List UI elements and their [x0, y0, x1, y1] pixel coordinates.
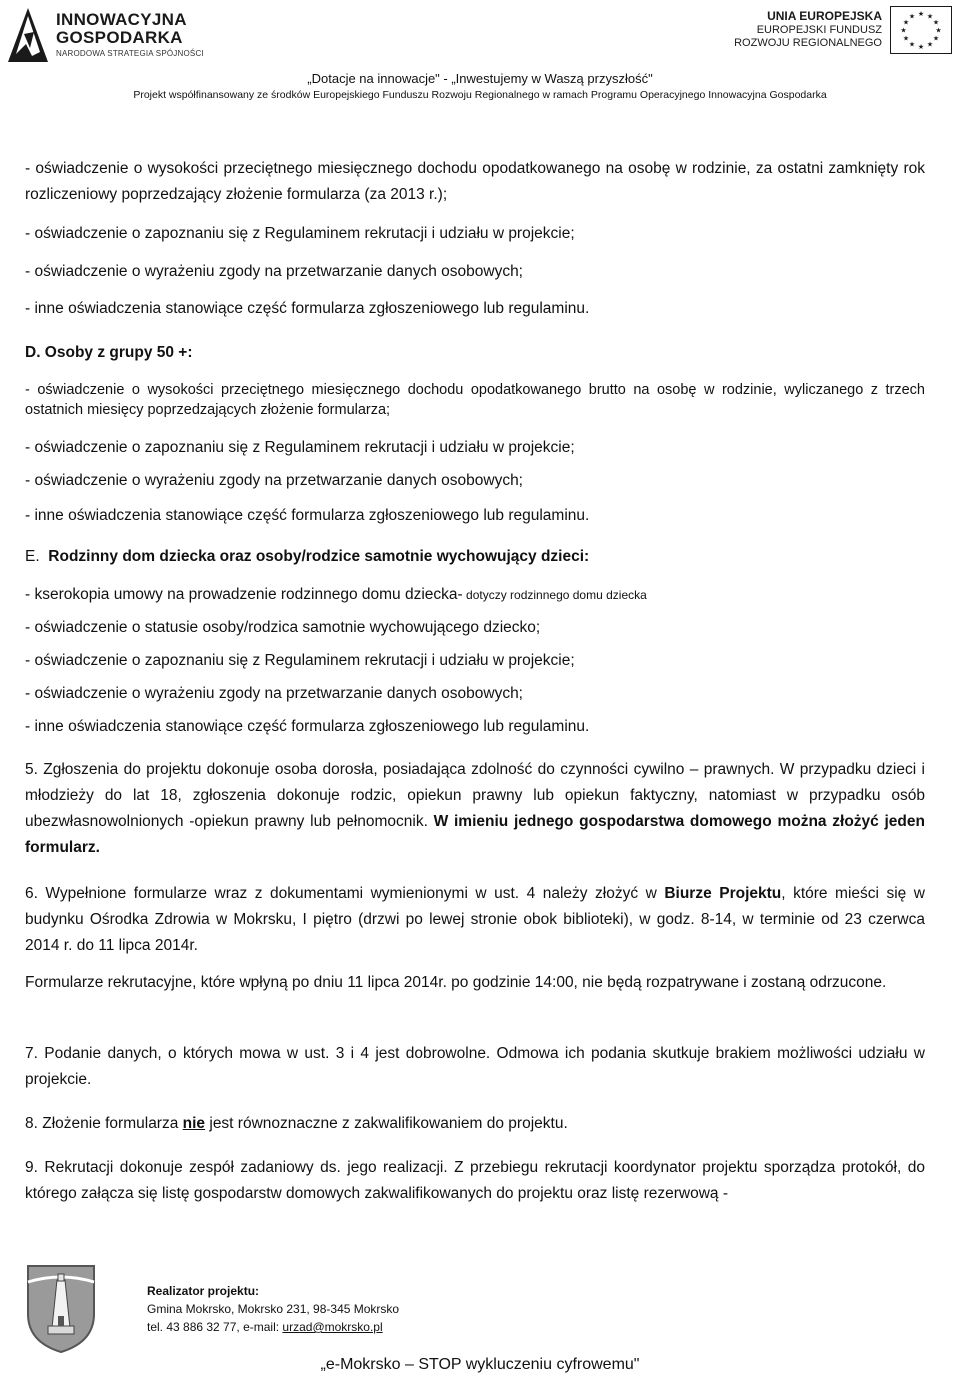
- footer-realizator: [147, 1282, 399, 1336]
- svg-text:★: ★: [926, 12, 934, 21]
- header-slogan: „Dotacje na innowacje" - „Inwestujemy w Waszą przyszłość": [307, 71, 653, 86]
- eu-flag-icon: [890, 6, 952, 54]
- section-d-heading: [25, 340, 925, 366]
- coat-of-arms-icon: [24, 1262, 98, 1354]
- c-item-data-consent: - oświadczenie o wyrażeniu zgody na przetwarzanie danych osobowych;: [25, 263, 523, 280]
- paragraph-8-underlined: nie: [182, 1115, 206, 1132]
- header-project-note: Projekt współfinansowany ze środków Europejskiego Funduszu Rozwoju Regionalnego w ramach Programu Operacyjnego Innowacyjna Gospodarka: [133, 89, 827, 101]
- ue-logo-line1: UNIA EUROPEJSKA: [767, 9, 882, 24]
- paragraph-8-text-b: jest równoznaczne z zakwalifikowaniem do projektu.: [205, 1115, 568, 1132]
- ig-logo-line1: INNOWACYJNA: [56, 9, 187, 29]
- e-item-contract-copy: [25, 582, 925, 608]
- paragraph-6-text-b: , które mieści się w budynku Ośrodka Zdrowia w Mokrsku, I piętro (drzwi po lewej stronie obok biblioteki), w godz. 8-14, w terminie od 23 czerwca 2014 r. do 11 lipca 2014r.: [25, 885, 925, 954]
- ig-logo-line2: GOSPODARKA: [56, 27, 183, 47]
- section-d-heading-text: D. Osoby z grupy 50 +:: [25, 344, 193, 361]
- paragraph-6-text-a: 6. Wypełnione formularze wraz z dokumentami wymienionymi w ust. 4 należy złożyć w: [25, 885, 665, 902]
- paragraph-late-forms: Formularze rekrutacyjne, które wpłyną po dniu 11 lipca 2014r. po godzinie 14:00, nie będą rozpatrywane i zostaną odrzucone.: [25, 974, 887, 991]
- svg-text:★: ★: [908, 12, 916, 21]
- e-item-regulations: - oświadczenie o zapoznaniu się z Regulaminem rekrutacji i udziału w projekcie;: [25, 652, 575, 669]
- innowacyjna-gospodarka-logo: [4, 2, 204, 66]
- paragraph-7: 7. Podanie danych, o których mowa w ust. 3 i 4 jest dobrowolne. Odmowa ich podania skutkuje brakiem możliwości udziału w projekcie.: [25, 1045, 925, 1088]
- svg-text:★: ★: [902, 18, 910, 27]
- section-e-heading: [25, 544, 925, 570]
- svg-text:★: ★: [908, 40, 916, 49]
- innowacyjna-gospodarka-logo-icon: [4, 4, 52, 64]
- paragraph-5: [25, 757, 925, 861]
- e-item-data-consent: - oświadczenie o wyrażeniu zgody na przetwarzanie danych osobowych;: [25, 685, 523, 702]
- d-item-data-consent: - oświadczenie o wyrażeniu zgody na przetwarzanie danych osobowych;: [25, 472, 523, 489]
- e-item-other: - inne oświadczenia stanowiące część formularza zgłoszeniowego lub regulaminu.: [25, 718, 590, 735]
- footer-contact: [147, 1318, 399, 1336]
- svg-text:★: ★: [932, 18, 940, 27]
- e-item-contract-copy-text: - kserokopia umowy na prowadzenie rodzinnego domu dziecka-: [25, 586, 463, 603]
- paragraph-8-text-a: 8. Złożenie formularza: [25, 1115, 183, 1132]
- ue-logo-line2: EUROPEJSKI FUNDUSZ: [756, 24, 882, 37]
- svg-text:★: ★: [935, 26, 942, 35]
- section-e-prefix: E.: [25, 548, 40, 565]
- paragraph-6: [25, 881, 925, 959]
- d-item-regulations: - oświadczenie o zapoznaniu się z Regulaminem rekrutacji i udziału w projekcie;: [25, 439, 575, 456]
- section-e-heading-text: Rodzinny dom dziecka oraz osoby/rodzice samotnie wychowujący dzieci:: [48, 548, 590, 565]
- svg-text:★: ★: [926, 40, 934, 49]
- eu-logo: [734, 6, 952, 54]
- d-item-other: - inne oświadczenia stanowiące część formularza zgłoszeniowego lub regulaminu.: [25, 507, 590, 524]
- c-item-income-statement: - oświadczenie o wysokości przeciętnego miesięcznego dochodu opodatkowanego na osobę w rodzinie, za ostatni zamknięty rok rozliczeniowy poprzedzający złożenie formularza (za 2013 r.);: [25, 160, 925, 203]
- footer-contact-prefix: tel. 43 886 32 77, e-mail:: [147, 1320, 283, 1334]
- svg-text:★: ★: [917, 10, 925, 18]
- svg-text:★: ★: [902, 34, 910, 43]
- footer-address: Gmina Mokrsko, Mokrsko 231, 98-345 Mokrsko: [147, 1302, 400, 1316]
- e-item-contract-copy-note: dotyczy rodzinnego domu dziecka: [462, 588, 647, 602]
- c-item-regulations: - oświadczenie o zapoznaniu się z Regulaminem rekrutacji i udziału w projekcie;: [25, 225, 575, 242]
- paragraph-8: [25, 1111, 925, 1137]
- svg-text:★: ★: [917, 43, 925, 51]
- e-item-single-parent: - oświadczenie o statusie osoby/rodzica samotnie wychowującego dziecko;: [25, 619, 541, 636]
- d-item-income-statement: - oświadczenie o wysokości przeciętnego miesięcznego dochodu opodatkowanego brutto na osobę w rodzinie, wyliczanego z trzech ostatnich miesięcy poprzedzających złożenie formularza;: [25, 382, 925, 418]
- paragraph-5-bold: W imieniu jednego gospodarstwa domowego można złożyć jeden formularz.: [25, 813, 925, 856]
- svg-text:★: ★: [932, 34, 940, 43]
- svg-text:★: ★: [900, 26, 907, 35]
- paragraph-6-bold: Biurze Projektu: [664, 885, 782, 902]
- ue-logo-line3: ROZWOJU REGIONALNEGO: [734, 36, 882, 49]
- footer-slogan: „e-Mokrsko – STOP wykluczeniu cyfrowemu": [320, 1356, 640, 1373]
- ig-logo-line3: NARODOWA STRATEGIA SPÓJNOŚCI: [56, 48, 204, 58]
- paragraph-9: 9. Rekrutacji dokonuje zespół zadaniowy ds. jego realizacji. Z przebiegu rekrutacji koordynator projektu sporządza protokół, do którego załącza się listę gospodarstw domowych zakwalifikowanych do projektu oraz listę rezerwową -: [25, 1159, 925, 1202]
- footer-label: Realizator projektu:: [147, 1284, 260, 1298]
- footer-email-link[interactable]: urzad@mokrsko.pl: [282, 1320, 383, 1334]
- c-item-other: - inne oświadczenia stanowiące część formularza zgłoszeniowego lub regulaminu.: [25, 300, 590, 317]
- paragraph-5-text: 5. Zgłoszenia do projektu dokonuje osoba dorosła, posiadająca zdolność do czynności cywilno – prawnych. W przypadku dzieci i młodzieży do lat 18, zgłoszenia dokonuje rodzic, opiekun prawny lub opiekun faktyczny, natomiast w przypadku osób ubezwłasnowolnionych -opiekun prawny lub pełnomocnik.: [25, 761, 925, 830]
